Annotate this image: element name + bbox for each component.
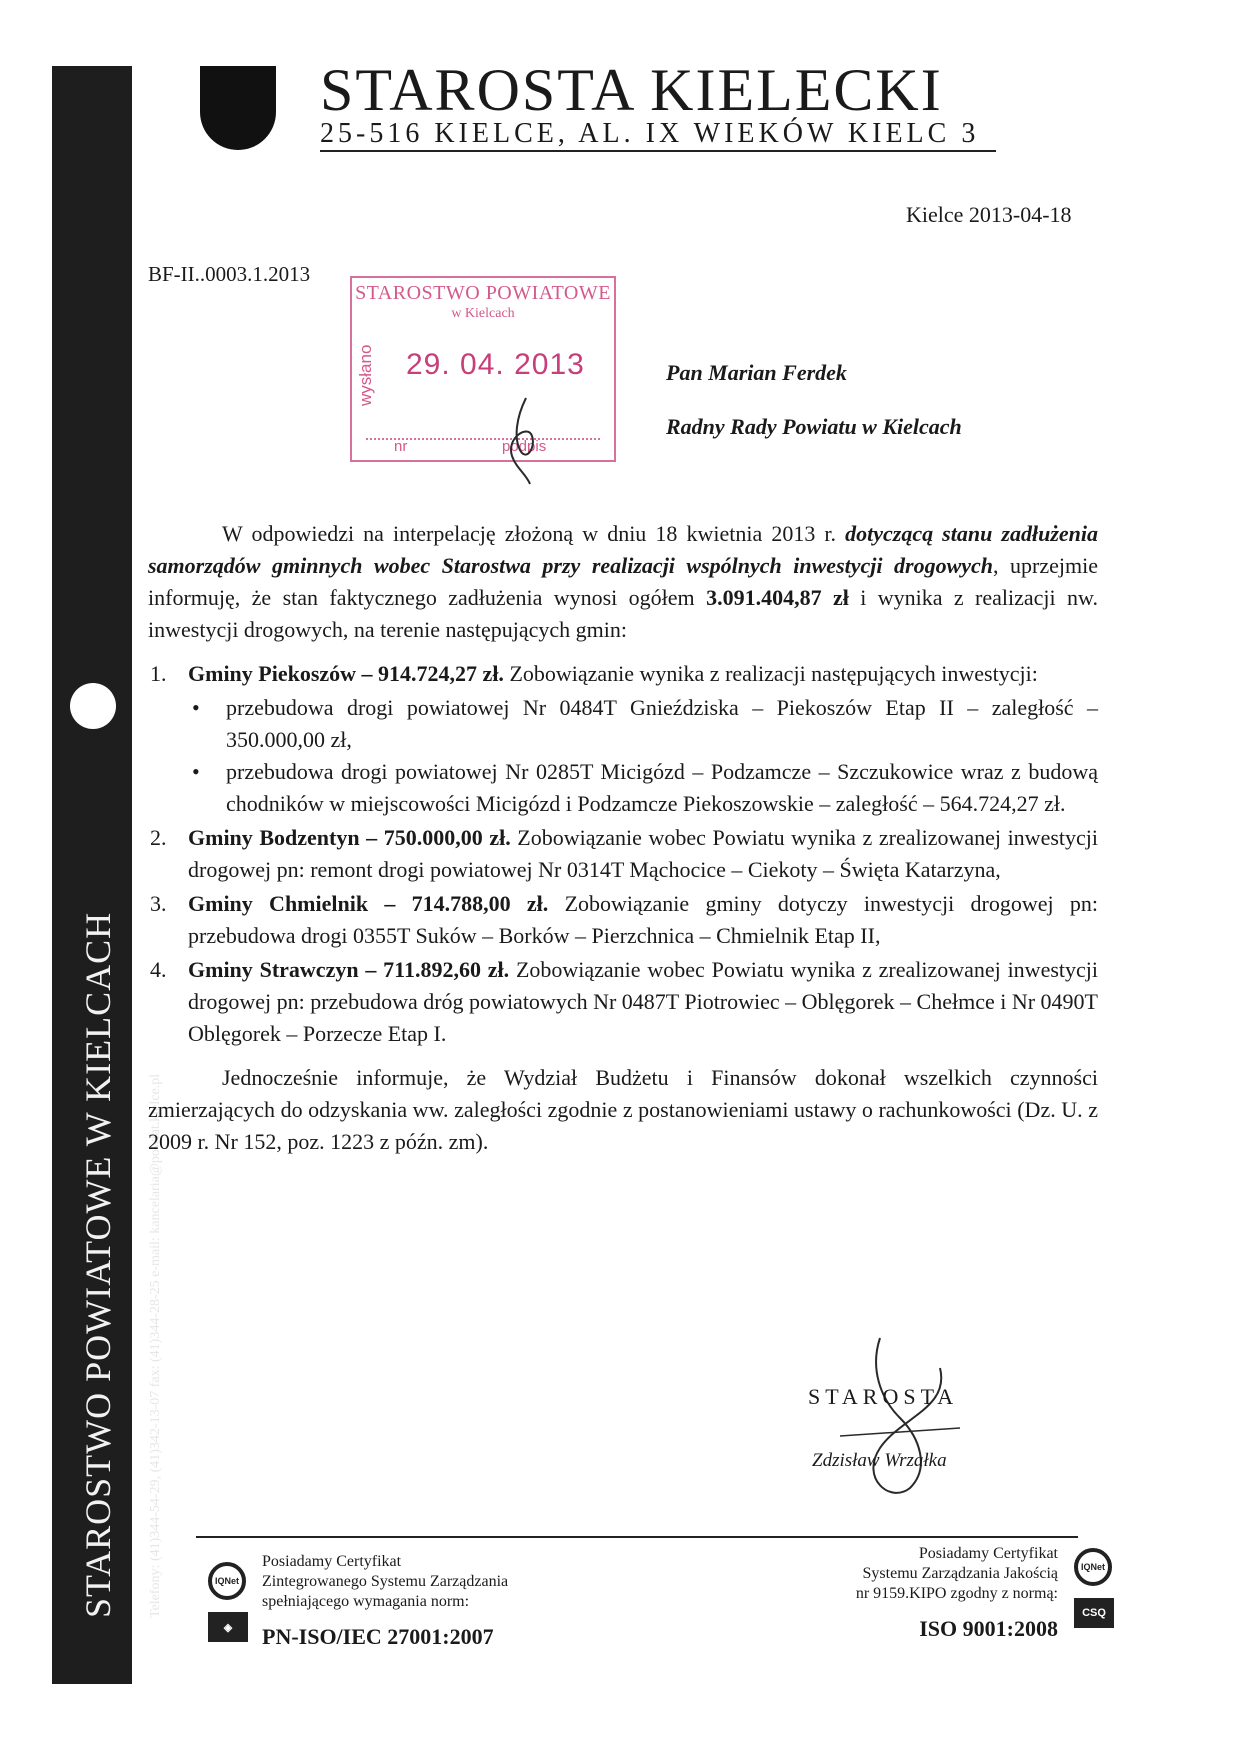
- stamp-subtitle: w Kielcach: [451, 306, 515, 321]
- letter-body: [148, 518, 1098, 1158]
- item-heading: Gminy Strawczyn – 711.892,60 zł.: [188, 957, 510, 982]
- side-band-hole: [70, 683, 116, 729]
- cert-right-line: Systemu Zarządzania Jakością: [862, 1565, 1058, 1582]
- investment-list: [188, 692, 1098, 820]
- item-heading: Gminy Chmielnik – 714.788,00 zł.: [188, 891, 549, 916]
- side-band-contacts: Telefony: (41)344-54-29, (41)342-13-07 fax: (41)344-28-25 e-mail: kancelaria@powiat.kielce.pl: [148, 1073, 163, 1618]
- closing-text: Jednocześnie informuje, że Wydział Budżetu i Finansów dokonał wszelkich czynności zmierzających do odzyskania ww. zaległości zgodnie z postanowieniami ustawy o rachunkowości (Dz. U. z 2009 r. Nr 152, poz. 1223 z późn. zm).: [148, 1065, 1098, 1154]
- item-text: Zobowiązanie wynika z realizacji następujących inwestycji:: [509, 661, 1038, 686]
- item-number: 4.: [150, 957, 167, 982]
- iqnet-seal-icon: IQNet: [208, 1562, 246, 1600]
- item-number: 1.: [150, 661, 167, 686]
- iqnet-seal-icon: IQNet: [1074, 1548, 1112, 1586]
- signature-title: STAROSTA: [808, 1384, 959, 1409]
- footer-rule: [196, 1536, 1078, 1538]
- letter-date: Kielce 2013-04-18: [906, 202, 1072, 227]
- cert-left-logo-icon: ◈: [208, 1612, 248, 1642]
- investment-item: • przebudowa drogi powiatowej Nr 0484T Gnieździska – Piekoszów Etap II – zaległość – 350.000,00 zł,: [192, 695, 1098, 752]
- debt-item: [148, 888, 1098, 952]
- stamp-podpis: podpis: [502, 438, 547, 455]
- cert-right-norm: ISO 9001:2008: [919, 1616, 1058, 1641]
- stamp-label: wysłano: [356, 344, 375, 406]
- debt-item: [148, 822, 1098, 886]
- signature-scribble: [820, 1328, 980, 1508]
- letterhead-title: STAROSTA KIELECKI: [320, 57, 943, 123]
- item-text: Zobowiązanie wobec Powiatu wynika z zrealizowanej inwestycji drogowej pn: przebudowa dróg powiatowych Nr 0487T Piotrowiec – Oblęgorek – Chełmce i Nr 0490T Oblęgorek – Porzecze Etap I.: [188, 957, 1099, 1046]
- cert-left-line: Posiadamy Certyfikat: [262, 1553, 402, 1570]
- investment-text: przebudowa drogi powiatowej Nr 0285T Micigózd – Podzamcze – Szczukowice wraz z budową chodników w miejscowości Micigózd i Podzamcze Piekoszowskie – zaległość – 564.724,27 zł.: [226, 759, 1098, 816]
- debt-list: [148, 658, 1098, 1050]
- cert-right-line: Posiadamy Certyfikat: [918, 1545, 1058, 1562]
- item-heading: Gminy Bodzentyn – 750.000,00 zł.: [188, 825, 511, 850]
- item-text: Zobowiązanie wobec Powiatu wynika z zrealizowanej inwestycji drogowej pn: remont drogi powiatowej Nr 0314T Mąchocice – Ciekoty – Święta Katarzyna,: [188, 825, 1098, 882]
- letterhead-address: 25-516 KIELCE, AL. IX WIEKÓW KIELC 3: [320, 118, 980, 149]
- item-number: 2.: [150, 825, 167, 850]
- closing-paragraph: [148, 1062, 1098, 1158]
- recipient-name: Pan Marian Ferdek: [666, 360, 847, 385]
- side-band-title: STAROSTWO POWIATOWE W KIELCACH: [78, 911, 118, 1618]
- item-heading: Gminy Piekoszów – 914.724,27 zł.: [188, 661, 504, 686]
- intro-text-2: , uprzejmie informuję, że stan faktycznego zadłużenia wynosi ogółem: [148, 553, 1098, 610]
- investment-text: przebudowa drogi powiatowej Nr 0484T Gnieździska – Piekoszów Etap II – zaległość – 350.000,00 zł,: [226, 695, 1098, 752]
- debt-item: [148, 658, 1098, 820]
- stamp-title: STAROSTWO POWIATOWE: [355, 282, 611, 304]
- recipient-role: Radny Rady Powiatu w Kielcach: [666, 414, 962, 439]
- intro-text-3: i wynika z realizacji nw. inwestycji drogowych, na terenie następujących gmin:: [148, 585, 1098, 642]
- crest-icon: [200, 66, 276, 150]
- cert-left-line: Zintegrowanego Systemu Zarządzania: [262, 1573, 509, 1590]
- cert-left-norm: PN-ISO/IEC 27001:2007: [262, 1624, 494, 1649]
- cert-right-text: [780, 1544, 1058, 1604]
- reference-number: BF-II..0003.1.2013: [148, 262, 311, 286]
- handwritten-initial: [496, 388, 556, 488]
- cert-left-text: [262, 1552, 508, 1612]
- side-band-text: [52, 66, 163, 1684]
- investment-item: • przebudowa drogi powiatowej Nr 0285T Micigózd – Podzamcze – Szczukowice wraz z budową chodników w miejscowości Micigózd i Podzamcze Piekoszowskie – zaległość – 564.724,27 zł.: [192, 759, 1098, 816]
- letterhead-rule: [320, 150, 996, 152]
- item-text: Zobowiązanie gminy dotyczy inwestycji drogowej pn: przebudowa drogi 0355T Suków – Borków – Pierzchnica – Chmielnik Etap II,: [188, 891, 1099, 948]
- cert-left-line: spełniającego wymagania norm:: [262, 1593, 470, 1610]
- stamp-nr: nr: [394, 438, 408, 455]
- signature-name: Zdzisław Wrzałka: [812, 1450, 947, 1471]
- intro-text: W odpowiedzi na interpelację złożoną w dniu 18 kwietnia 2013 r.: [222, 521, 837, 546]
- csq-logo-icon: CSQ: [1074, 1598, 1114, 1628]
- debt-item: [148, 954, 1098, 1050]
- intro-total-amount: 3.091.404,87 zł: [706, 585, 849, 610]
- received-stamp: [350, 276, 616, 462]
- stamp-date: 29. 04. 2013: [406, 348, 585, 381]
- intro-paragraph: [148, 518, 1098, 646]
- item-number: 3.: [150, 891, 167, 916]
- cert-right-line: nr 9159.KIPO zgodny z normą:: [855, 1585, 1058, 1602]
- intro-subject: dotyczącą stanu zadłużenia samorządów gminnych wobec Starostwa przy realizacji wspólnych inwestycji drogowych: [148, 521, 1098, 578]
